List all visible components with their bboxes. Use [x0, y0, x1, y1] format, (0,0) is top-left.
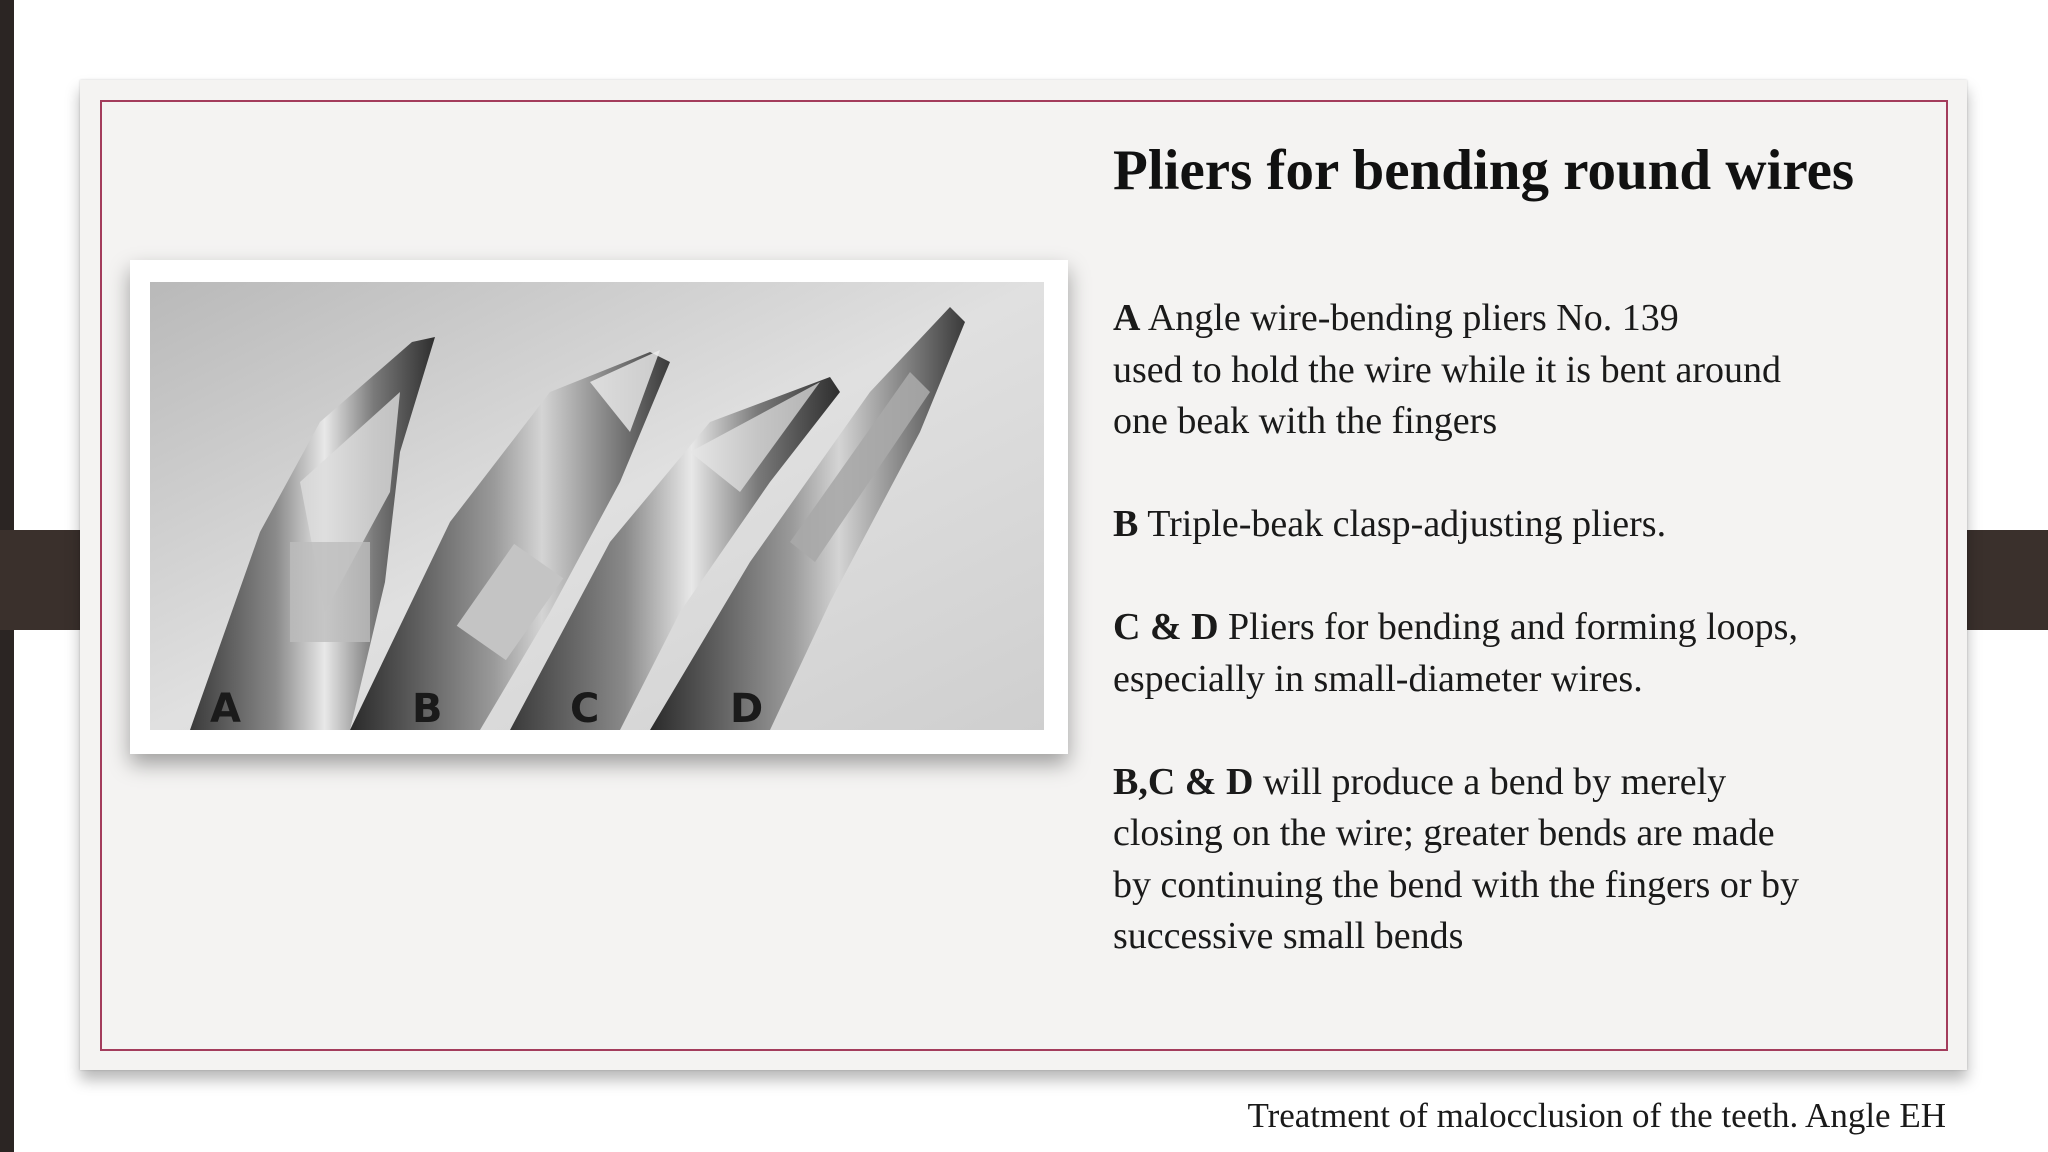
paragraph-a	[1113, 293, 1933, 448]
paragraph-bcd-line-1: will produce a bend by merely	[1262, 760, 1727, 803]
paragraph-b	[1113, 499, 1933, 551]
photo-label-b: B	[412, 686, 443, 730]
paragraph-a-label: A	[1113, 297, 1141, 339]
photo-label-d: D	[730, 686, 764, 730]
paragraph-cd-line-2: especially in small-diameter wires.	[1113, 657, 1643, 700]
paragraph-bcd-line-2: closing on the wire; greater bends are made	[1113, 812, 1775, 854]
paragraph-cd-line-1: Pliers for bending and forming loops,	[1228, 606, 1798, 648]
paragraph-bcd-label: B,C & D	[1113, 760, 1254, 803]
slide-title: Pliers for bending round wires	[1113, 139, 1855, 202]
paragraph-bcd-line-3: by continuing the bend with the fingers or by	[1113, 863, 1799, 906]
slide-card	[80, 80, 1967, 1070]
pliers-illustration	[150, 282, 1044, 730]
paragraph-a-line-1: Angle wire-bending pliers No. 139	[1147, 297, 1679, 339]
paragraph-cd-label: C & D	[1113, 606, 1219, 648]
paragraph-a-line-3: one beak with the fingers	[1113, 400, 1498, 442]
pliers-photo	[150, 282, 1044, 730]
photo-label-a: A	[210, 686, 241, 730]
paragraph-bcd-line-4: successive small bends	[1113, 915, 1464, 957]
slide-body	[1113, 293, 1933, 1014]
pliers-photo-frame	[130, 260, 1068, 754]
paragraph-bcd	[1113, 757, 1933, 963]
paragraph-b-label: B	[1113, 503, 1139, 545]
paragraph-a-line-2: used to hold the wire while it is bent around	[1113, 348, 1782, 391]
photo-label-c: C	[570, 686, 600, 730]
paragraph-b-line-1: Triple-beak clasp-adjusting pliers.	[1147, 503, 1667, 545]
paragraph-cd	[1113, 602, 1933, 705]
source-caption: Treatment of malocclusion of the teeth. Angle EH	[1247, 1096, 1946, 1135]
